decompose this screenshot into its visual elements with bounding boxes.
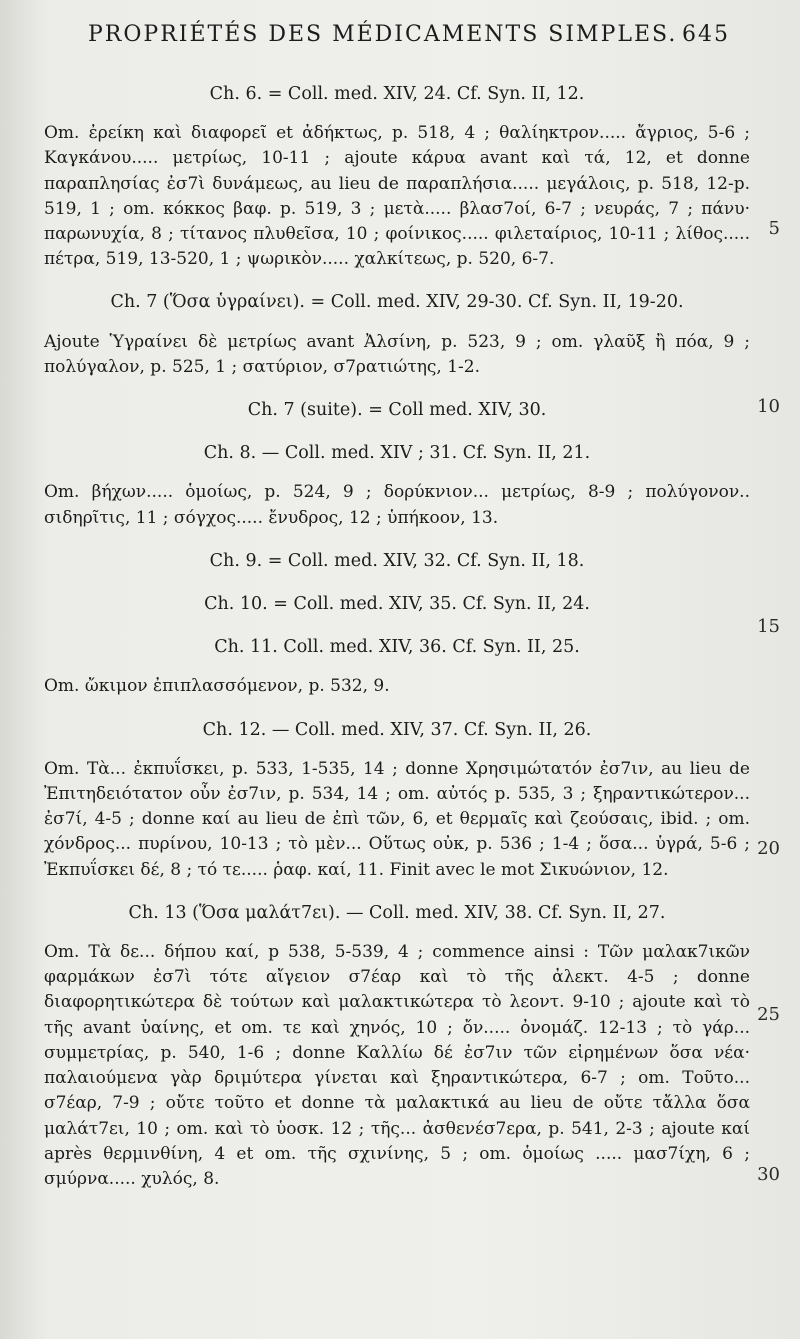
chapter-heading: Ch. 10. = Coll. med. XIV, 35. Cf. Syn. II, 24.: [204, 594, 590, 615]
chapter-heading: Ch. 11. Coll. med. XIV, 36. Cf. Syn. II, 25.: [214, 637, 580, 658]
chapter-heading: Ch. 8. — Coll. med. XIV ; 31. Cf. Syn. II, 21.: [203, 443, 591, 464]
chapter-paragraph: Ajoute Ὑγραίνει δὲ μετρίως avant Ἀλσίνη, p. 523, 9 ; om. γλαῦξ ἢ πόα, 9 ; πολύγαλον, p. 525, 1 ; σατύριον, σ7ρατιώτης, 1-2.: [44, 331, 750, 377]
running-title: PROPRIÉTÉS DES MÉDICAMENTS SIMPLES.: [88, 22, 678, 47]
chapter-heading: Ch. 7 (Ὅσα ὑγραίνει). = Coll. med. XIV, 29-30. Cf. Syn. II, 19-20.: [110, 292, 684, 313]
chapter-heading: Ch. 7 (suite). = Coll med. XIV, 30.: [247, 400, 547, 421]
line-number-15: 15: [757, 616, 780, 637]
chapter-paragraph: Om. ὤκιμον ἐπιπλασσόμενον, p. 532, 9.: [44, 676, 390, 697]
chapter-paragraph: Om. βήχων..... ὁμοίως, p. 524, 9 ; δορύκνιον... μετρίως, 8-9 ; πολύγονον.. σιδηρῖτις, 11 ; σόγχος..... ἔνυδρος, 12 ; ὑπήκοον, 13.: [44, 482, 750, 528]
line-number-25: 25: [757, 1004, 780, 1025]
chapter-paragraph: Om. Τὰ δε... δήπου καί, p 538, 5-539, 4 ; commence ainsi : Τῶν μαλακ7ικῶν φαρμάκων ἐσ7ὶ τότε αἴγειον σ7έαρ καὶ τὸ τῆς ἀλεκτ. 4-5 ; donne διαφορητικώτερα δὲ τούτων καὶ μαλακτικώτερα τὸ λεοντ. 9-10 ; ajoute καὶ τὸ τῆς avant ὑαίνης, et om. τε καὶ χηνός, 10 ; ὄν..... ὀνομάζ. 12-13 ; τὸ γάρ... συμμετρίας, p. 540, 1-6 ; donne Καλλίω δέ ἐσ7ιν τῶν εἰρημένων ὅσα νέα· παλαιούμενα γὰρ δριμύτερα γίνεται καὶ ξηραντικώτερα, 6-7 ; om. Τοῦτο... σ7έαρ, 7-9 ; οὔτε τοῦτο et donne τὰ μαλακτικά au lieu de οὔτε τἄλλα ὅσα μαλάτ7ει, 10 ; om. καὶ τὸ ὑοσκ. 12 ; τῆς... ἀσθενέσ7ερα, p. 541, 2-3 ; ajoute καί après θερμινθίνη, 4 et om. τῆς σχινίνης, 5 ; om. ὁμοίως ..... μασ7ίχη, 6 ; σμύρνα..... χυλός, 8.: [44, 942, 750, 1189]
line-number-5: 5: [768, 218, 780, 239]
chapter-heading: Ch. 9. = Coll. med. XIV, 32. Cf. Syn. II, 18.: [209, 550, 585, 571]
page-body: [44, 82, 750, 1192]
page-number: 645: [682, 22, 730, 47]
running-header: [0, 22, 800, 56]
chapter-paragraph: Om. Τὰ... ἐκπυΐσκει, p. 533, 1-535, 14 ; donne Χρησιμώτατόν ἐσ7ιν, au lieu de Ἐπιτηδειότατον οὖν ἐσ7ιν, p. 534, 14 ; om. αὐτός p. 535, 3 ; ξηραντικώτερον... ἐσ7ί, 4-5 ; donne καί au lieu de ἐπὶ τῶν, 6, et θερμαῖς καὶ ζεούσαις, ibid. ; om. χόνδρος... πυρίνου, 10-13 ; τὸ μὲν... Οὕτως οὐκ, p. 536 ; 1-4 ; ὅσα... ὑγρά, 5-6 ; Ἐκπυΐσκει δέ, 8 ; τό τε..... ῥαφ. καί, 11. Finit avec le mot Σικυώνιον, 12.: [44, 758, 750, 880]
chapter-heading: Ch. 6. = Coll. med. XIV, 24. Cf. Syn. II, 12.: [209, 84, 585, 104]
line-number-30: 30: [757, 1164, 780, 1185]
line-number-20: 20: [757, 838, 780, 859]
line-number-10: 10: [757, 396, 780, 417]
chapter-paragraph: Om. ἐρείκη καὶ διαφορεῖ et ἀδήκτως, p. 518, 4 ; θαλίηκτρον..... ἄγριος, 5-6 ; Καγκάνου..... μετρίως, 10-11 ; ajoute κάρυα avant καὶ τά, 12, et donne παραπλησίας ἐσ7ὶ δυνάμεως, au lieu de παραπλήσια..... μεγάλοις, p. 518, 12-p. 519, 1 ; om. κόκκος βαφ. p. 519, 3 ; μετὰ..... βλασ7οί, 6-7 ; νευράς, 7 ; πάνυ· παρωνυχία, 8 ; τίτανος πλυθεῖσα, 10 ; φοίνικος..... φιλεταίριος, 10-11 ; λίθος..... πέτρα, 519, 13-520, 1 ; ψωρικὸν..... χαλκίτεως, p. 520, 6-7.: [44, 123, 750, 270]
chapter-heading: Ch. 13 (Ὅσα μαλάτ7ει). — Coll. med. XIV, 38. Cf. Syn. II, 27.: [128, 902, 666, 923]
chapter-heading: Ch. 12. — Coll. med. XIV, 37. Cf. Syn. II, 26.: [202, 719, 592, 740]
